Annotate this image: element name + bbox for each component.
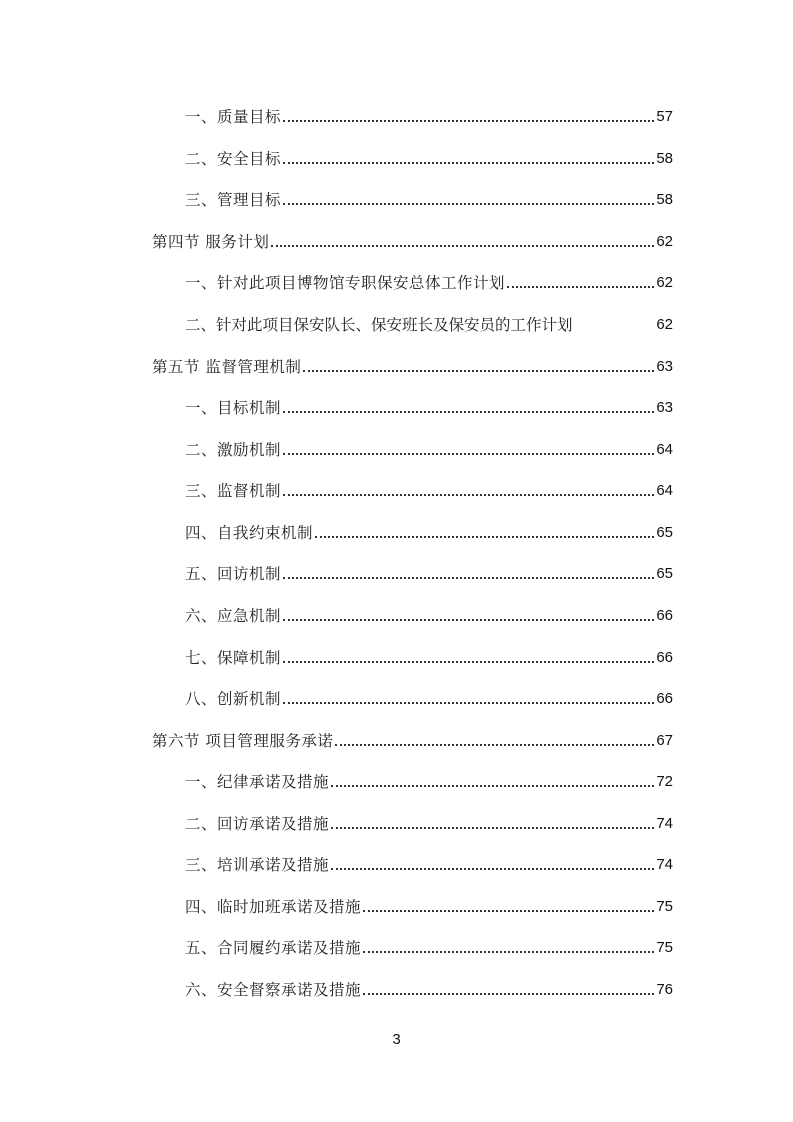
dot-leader: [283, 494, 654, 496]
toc-entry-label: 五、回访机制: [185, 565, 282, 583]
toc-entry[interactable]: [185, 105, 673, 129]
dot-leader: [331, 868, 654, 870]
toc-entry-page: 64: [656, 441, 673, 458]
dot-leader: [283, 411, 654, 413]
toc-entry[interactable]: [185, 313, 673, 337]
toc-entry[interactable]: [185, 604, 673, 628]
toc-entry-page: 72: [656, 773, 673, 790]
toc-entry-label: 八、创新机制: [185, 690, 282, 708]
toc-section-entry[interactable]: [152, 355, 673, 379]
toc-entry-page: 67: [656, 732, 673, 749]
dot-leader: [331, 785, 654, 787]
toc-entry-page: 63: [656, 358, 673, 375]
toc-entry-label: 一、质量目标: [185, 108, 282, 126]
toc-entry[interactable]: [185, 479, 673, 503]
dot-leader: [283, 162, 654, 164]
toc-entry[interactable]: [185, 978, 673, 1002]
toc-entry-page: 76: [656, 981, 673, 998]
toc-entry-label: 五、合同履约承诺及措施: [185, 939, 362, 957]
toc-entry-page: 66: [656, 690, 673, 707]
dot-leader: [315, 536, 654, 538]
toc-entry-page: 62: [656, 233, 673, 250]
dot-leader: [283, 453, 654, 455]
toc-entry[interactable]: [185, 147, 673, 171]
toc-entry-page: 58: [656, 191, 673, 208]
toc-section-entry[interactable]: [152, 230, 673, 254]
toc-entry-label: 一、纪律承诺及措施: [185, 773, 330, 791]
toc-entry-page: 74: [656, 856, 673, 873]
dot-leader: [283, 702, 654, 704]
toc-entry-page: 75: [656, 939, 673, 956]
toc-entry-page: 65: [656, 524, 673, 541]
toc-entry[interactable]: [185, 271, 673, 295]
toc-entry-label: 六、应急机制: [185, 607, 282, 625]
toc-entry-page: 66: [656, 607, 673, 624]
toc-entry[interactable]: [185, 812, 673, 836]
toc-entry-page: 62: [656, 274, 673, 291]
toc-entry-label: 四、自我约束机制: [185, 524, 314, 542]
toc-entry-page: 63: [656, 399, 673, 416]
dot-leader: [283, 203, 654, 205]
dot-leader: [363, 910, 654, 912]
toc-entry[interactable]: [185, 396, 673, 420]
toc-entry-label: 六、安全督察承诺及措施: [185, 981, 362, 999]
dot-leader: [283, 619, 654, 621]
toc-entry-label: 二、针对此项目保安队长、保安班长及保安员的工作计划: [185, 316, 573, 334]
dot-leader: [283, 577, 654, 579]
toc-entry-page: 62: [656, 316, 673, 333]
toc-entry-page: 65: [656, 565, 673, 582]
toc-entry-label: 第六节 项目管理服务承诺: [152, 732, 334, 750]
toc-entry-label: 第四节 服务计划: [152, 233, 270, 251]
dot-leader: [363, 993, 654, 995]
toc-entry[interactable]: [185, 770, 673, 794]
toc-entry[interactable]: [185, 895, 673, 919]
toc-entry-label: 二、安全目标: [185, 150, 282, 168]
toc-entry-page: 57: [656, 108, 673, 125]
toc-entry[interactable]: [185, 562, 673, 586]
toc-entry[interactable]: [185, 936, 673, 960]
toc-entry-label: 二、回访承诺及措施: [185, 815, 330, 833]
toc-entry-label: 二、激励机制: [185, 441, 282, 459]
toc-entry[interactable]: [185, 853, 673, 877]
toc-entry-label: 一、目标机制: [185, 399, 282, 417]
toc-entry-page: 75: [656, 898, 673, 915]
toc-entry[interactable]: [185, 521, 673, 545]
dot-leader: [283, 120, 654, 122]
toc-entry[interactable]: [185, 188, 673, 212]
toc-entry[interactable]: [185, 687, 673, 711]
dot-leader: [363, 951, 654, 953]
toc-entry[interactable]: [185, 646, 673, 670]
toc-entry-page: 74: [656, 815, 673, 832]
toc-entry-label: 一、针对此项目博物馆专职保安总体工作计划: [185, 274, 506, 292]
toc-entry-page: 58: [656, 150, 673, 167]
toc-entry-label: 七、保障机制: [185, 649, 282, 667]
toc-entry-label: 三、监督机制: [185, 482, 282, 500]
dot-leader: [283, 661, 654, 663]
toc-entry-page: 66: [656, 649, 673, 666]
toc-entry-label: 三、培训承诺及措施: [185, 856, 330, 874]
toc-entry-label: 四、临时加班承诺及措施: [185, 898, 362, 916]
page-number: 3: [392, 1031, 401, 1048]
toc-entry-page: 64: [656, 482, 673, 499]
dot-leader: [507, 286, 654, 288]
toc-entry-label: 三、管理目标: [185, 191, 282, 209]
toc-entry-label: 第五节 监督管理机制: [152, 358, 302, 376]
dot-leader: [335, 744, 654, 746]
toc-entry[interactable]: [185, 438, 673, 462]
toc-section-entry[interactable]: [152, 729, 673, 753]
dot-leader: [331, 827, 654, 829]
dot-leader: [303, 370, 654, 372]
dot-leader: [271, 245, 654, 247]
